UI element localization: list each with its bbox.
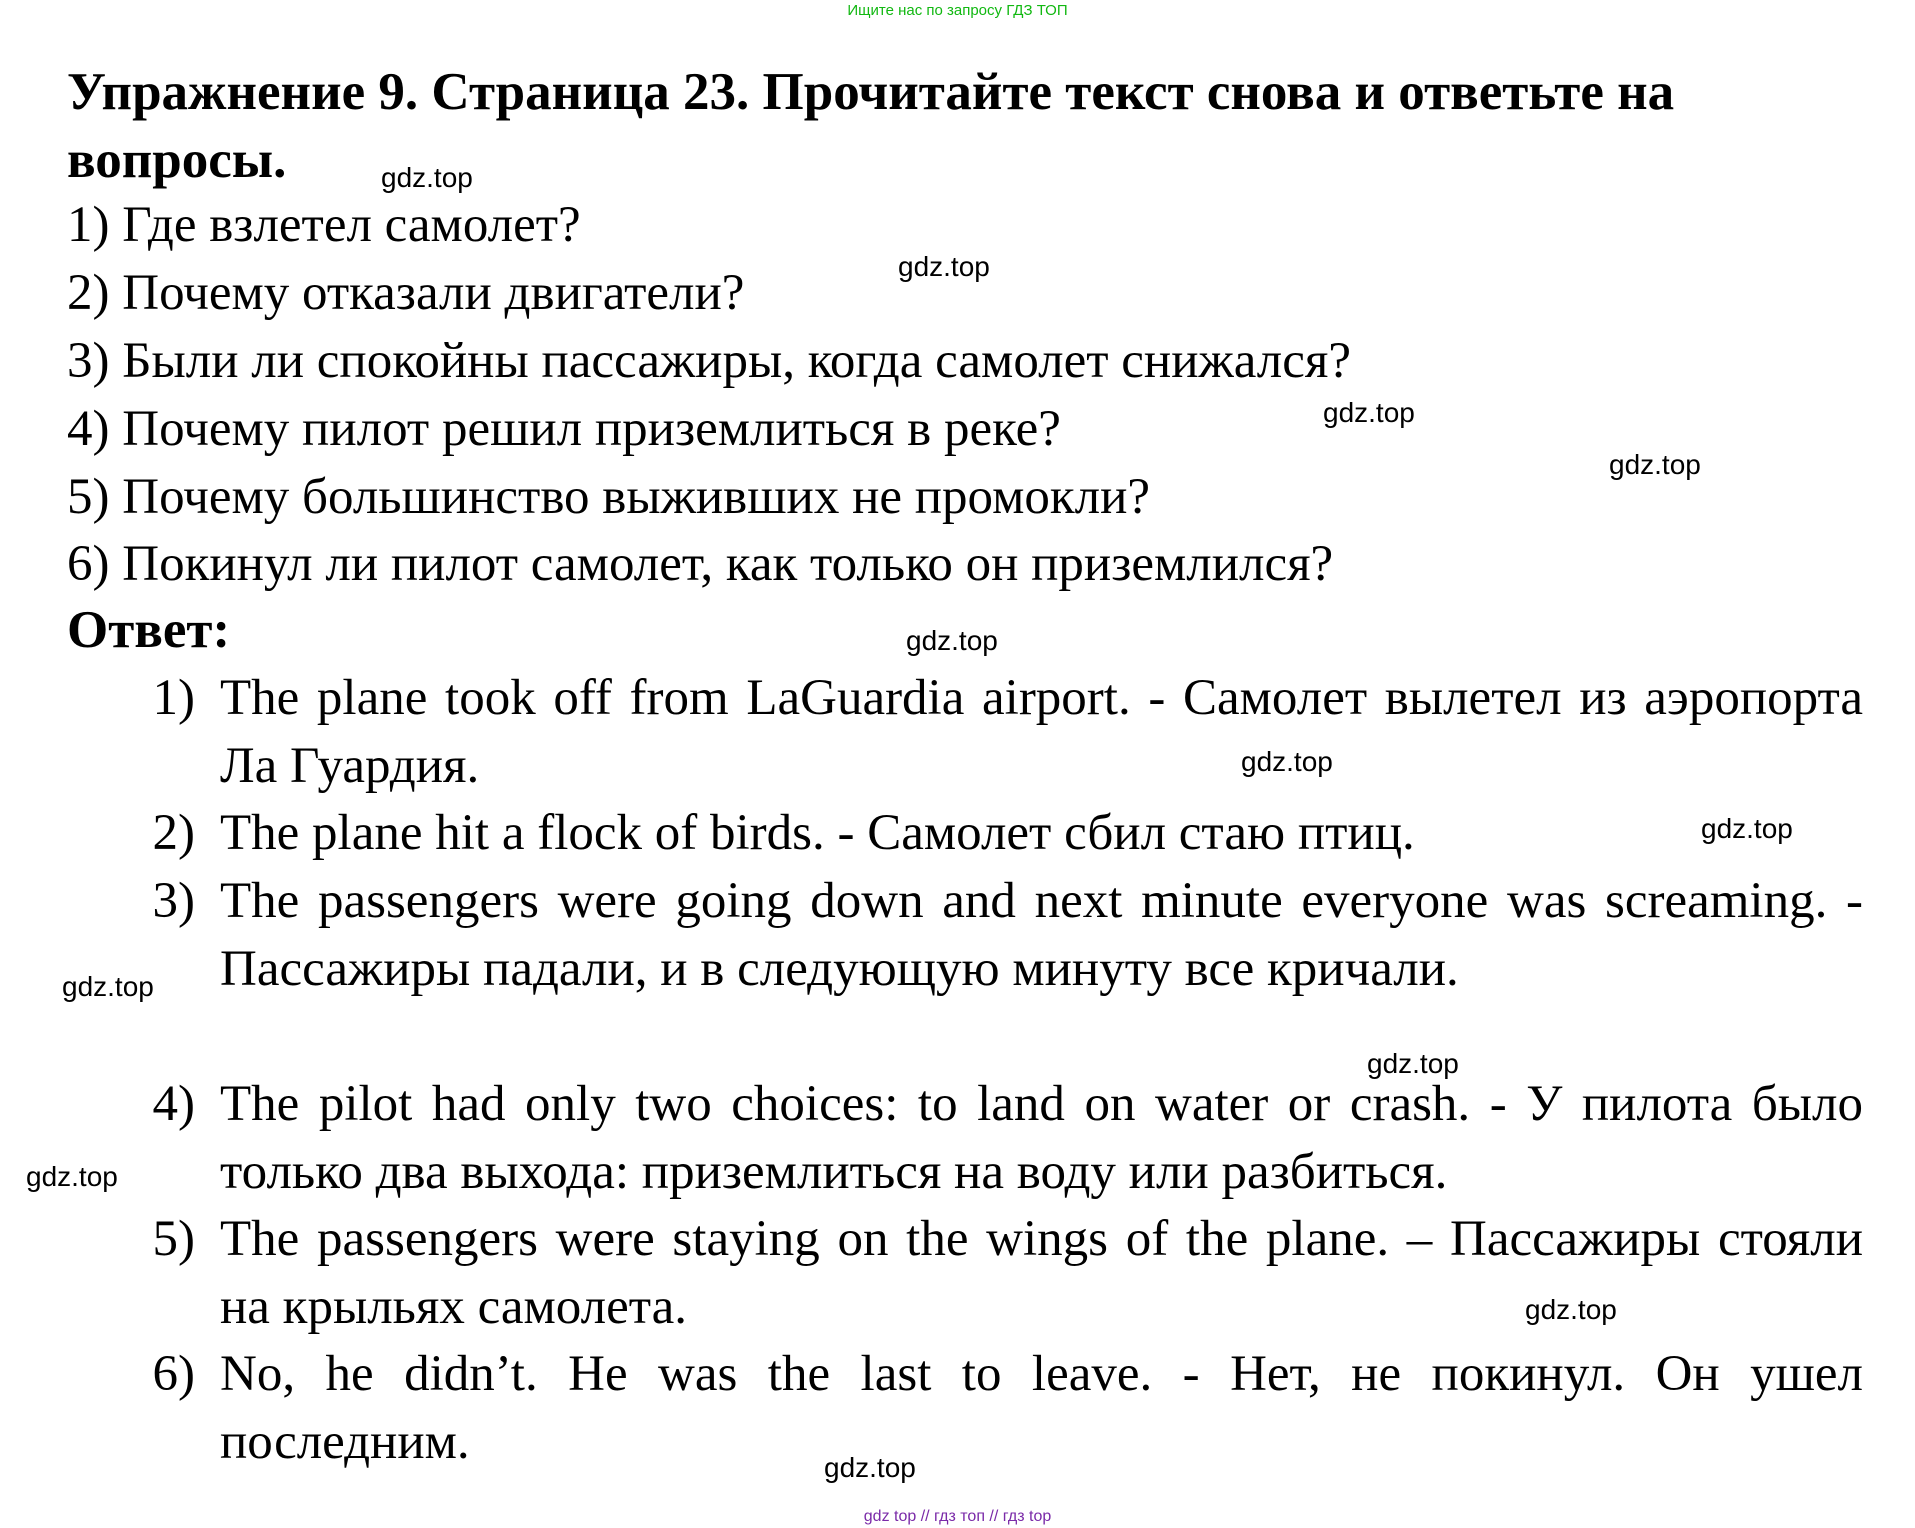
- watermark: gdz.top: [1609, 449, 1701, 480]
- question-2: 2) Почему отказали двигатели?: [67, 265, 745, 321]
- watermark: gdz.top: [1525, 1294, 1617, 1325]
- answer-number: 6): [152, 1346, 195, 1402]
- question-5: 5) Почему большинство выживших не промокли?: [67, 469, 1151, 525]
- question-6: 6) Покинул ли пилот самолет, как только он приземлился?: [67, 536, 1334, 592]
- answer-number: 3): [152, 873, 195, 929]
- question-4: 4) Почему пилот решил приземлиться в реке?: [67, 401, 1061, 457]
- watermark: gdz.top: [62, 971, 154, 1002]
- answer-text: The plane hit a flock of birds. - Самолет сбил стаю птиц.: [220, 805, 1415, 861]
- answer-number: 2): [152, 805, 195, 861]
- exercise-title: Упражнение 9. Страница 23. Прочитайте текст снова и ответьте на вопросы.: [67, 63, 1675, 189]
- answer-item-2: [140, 800, 1863, 868]
- answer-text: The passengers were staying on the wings of the plane. – Пассажиры стояли на крыльях самолета.: [220, 1211, 1863, 1335]
- watermark: gdz.top: [1323, 397, 1415, 428]
- watermark: gdz.top: [1241, 746, 1333, 777]
- answer-text: No, he didn’t. He was the last to leave. - Нет, не покинул. Он ушел последним.: [220, 1346, 1863, 1470]
- answer-item-3: [140, 868, 1863, 1003]
- answer-item-6: [140, 1341, 1863, 1476]
- answer-text: The passengers were going down and next minute everyone was screaming. - Пассажиры падали, и в следующую минуту все кричали.: [220, 873, 1863, 997]
- watermark: gdz.top: [1367, 1048, 1459, 1079]
- answer-text: The pilot had only two choices: to land on water or crash. - У пилота было только два выхода: приземлиться на воду или разбиться.: [220, 1076, 1863, 1200]
- question-1: 1) Где взлетел самолет?: [67, 197, 581, 253]
- answer-text: The plane took off from LaGuardia airport. - Самолет вылетел из аэропорта Ла Гуардия.: [220, 670, 1863, 794]
- bottom-banner: gdz top // гдз топ // гдз top: [863, 1508, 1052, 1525]
- answer-number: 4): [152, 1076, 195, 1132]
- top-banner: Ищите нас по запросу ГДЗ ТОП: [847, 2, 1068, 19]
- watermark: gdz.top: [26, 1161, 118, 1192]
- question-3: 3) Были ли спокойны пассажиры, когда самолет снижался?: [67, 333, 1351, 389]
- watermark: gdz.top: [381, 162, 473, 193]
- watermark: gdz.top: [824, 1452, 916, 1483]
- answer-heading: Ответ:: [67, 601, 231, 659]
- answer-number: 5): [152, 1211, 195, 1267]
- watermark: gdz.top: [898, 251, 990, 282]
- watermark: gdz.top: [906, 625, 998, 656]
- answer-item-4: [140, 1071, 1863, 1206]
- answer-number: 1): [152, 670, 195, 726]
- watermark: gdz.top: [1701, 813, 1793, 844]
- answer-item-1: [140, 665, 1863, 800]
